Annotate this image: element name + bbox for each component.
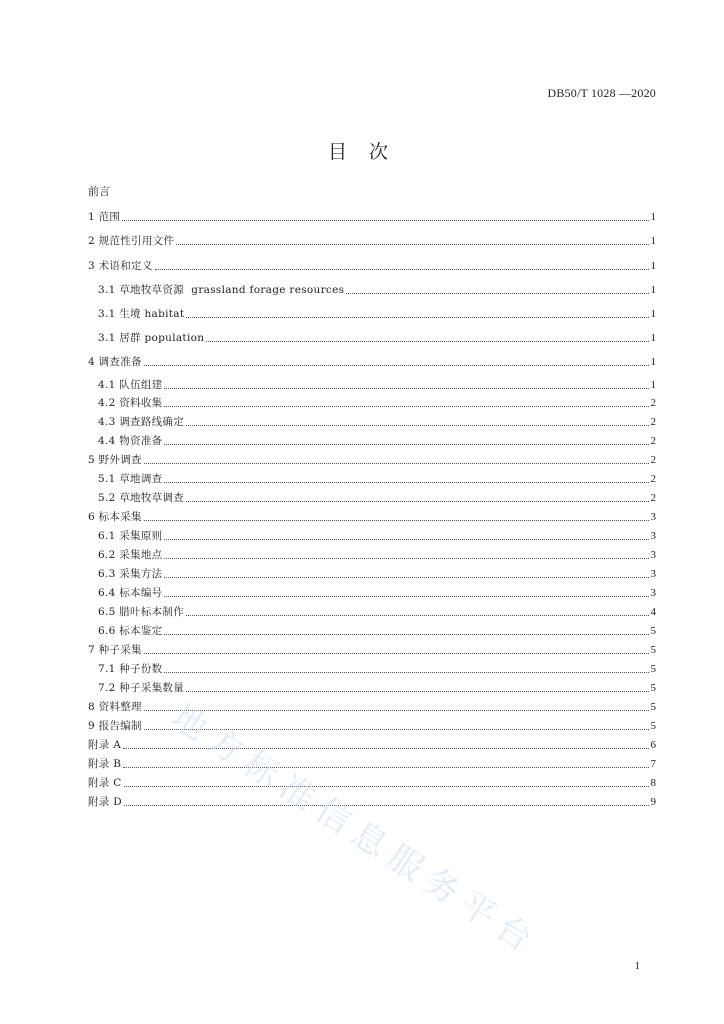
toc-entry[interactable] <box>88 624 656 638</box>
toc-leader-dots <box>144 519 649 521</box>
toc-entry-page: 4 <box>650 606 656 618</box>
toc-entry[interactable] <box>88 643 656 657</box>
toc-entry-page: 9 <box>650 796 656 808</box>
toc-entry[interactable] <box>88 548 656 562</box>
toc-entry-page: 7 <box>650 758 656 770</box>
toc-leader-dots <box>346 292 648 294</box>
toc-leader-dots <box>164 557 648 559</box>
toc-entry-page: 1 <box>650 379 656 391</box>
toc-entry[interactable] <box>88 378 656 392</box>
toc-leader-dots <box>164 671 648 673</box>
toc-entry[interactable] <box>88 586 656 600</box>
toc-entry-label: 4 调查准备 <box>88 356 142 368</box>
toc-entry[interactable] <box>88 453 656 467</box>
toc-leader-dots <box>124 804 649 806</box>
toc-entry-page: 5 <box>650 720 656 732</box>
toc-entry-label: 3.1 生境 habitat <box>98 308 185 320</box>
standard-code: DB50/T 1028 —2020 <box>547 86 656 100</box>
toc-entry-page: 5 <box>650 663 656 675</box>
toc-entry-label: 6.1 采集原则 <box>98 530 163 542</box>
toc-entry-label: 3.1 草地牧草资源 grassland forage resources <box>98 284 345 296</box>
toc-entry-label: 7 种子采集 <box>88 644 142 656</box>
toc-entry-label: 1 范围 <box>88 211 121 223</box>
toc-entry-page: 1 <box>650 260 656 272</box>
toc-entry[interactable] <box>88 757 656 771</box>
toc-entry[interactable] <box>88 776 656 790</box>
toc-entry-label: 6.3 采集方法 <box>98 568 163 580</box>
toc-leader-dots <box>206 340 648 342</box>
toc-entry-label: 5 野外调查 <box>88 454 142 466</box>
toc-leader-dots <box>186 316 648 318</box>
toc-leader-dots <box>164 595 648 597</box>
toc-entry-page: 3 <box>650 530 656 542</box>
toc-leader-dots <box>164 538 648 540</box>
toc-leader-dots <box>144 462 649 464</box>
toc-entry-label: 6 标本采集 <box>88 511 142 523</box>
toc-entry-label: 5.2 草地牧草调查 <box>98 492 185 504</box>
toc-entry-page: 5 <box>650 644 656 656</box>
toc-entry-label: 6.2 采集地点 <box>98 549 163 561</box>
toc-entry-page: 2 <box>650 492 656 504</box>
toc-leader-dots <box>186 690 648 692</box>
toc-entry-page: 3 <box>650 549 656 561</box>
toc-entry[interactable] <box>88 491 656 505</box>
toc-leader-dots <box>123 766 648 768</box>
toc-entry[interactable] <box>88 355 656 369</box>
toc-entry[interactable] <box>88 681 656 695</box>
toc-entry-label: 附录 B <box>88 758 122 770</box>
toc-foreword[interactable]: 前言 <box>88 185 110 198</box>
toc-entry-label: 2 规范性引用文件 <box>88 235 175 247</box>
toc-leader-dots <box>144 652 649 654</box>
toc-entry-label: 6.6 标本鉴定 <box>98 625 163 637</box>
toc-entry-page: 1 <box>650 356 656 368</box>
toc-entry-page: 1 <box>650 211 656 223</box>
toc-entry[interactable] <box>88 331 656 345</box>
toc-leader-dots <box>122 219 648 221</box>
toc-entry[interactable] <box>88 210 656 224</box>
toc-entry[interactable] <box>88 662 656 676</box>
watermark: 地方标准信息服务平台 <box>163 696 547 965</box>
toc-entry-page: 5 <box>650 701 656 713</box>
toc-entry-label: 附录 A <box>88 739 122 751</box>
toc-entry[interactable] <box>88 567 656 581</box>
toc-entry-page: 2 <box>650 416 656 428</box>
toc-entry[interactable] <box>88 396 656 410</box>
page-number: 1 <box>634 960 640 972</box>
toc-entry-label: 5.1 草地调查 <box>98 473 163 485</box>
toc-entry-label: 附录 D <box>88 796 122 808</box>
toc-entry-page: 3 <box>650 568 656 580</box>
toc-entry-page: 5 <box>650 682 656 694</box>
toc-entry[interactable] <box>88 700 656 714</box>
toc-entry-page: 1 <box>650 332 656 344</box>
toc-leader-dots <box>164 443 648 445</box>
toc-entry-page: 2 <box>650 454 656 466</box>
toc-entry[interactable] <box>88 415 656 429</box>
toc-leader-dots <box>186 614 648 616</box>
toc-leader-dots <box>164 576 648 578</box>
toc-entry-label: 7.2 种子采集数量 <box>98 682 185 694</box>
toc-entry[interactable] <box>88 434 656 448</box>
toc-leader-dots <box>186 500 648 502</box>
toc-entry[interactable] <box>88 234 656 248</box>
toc-entry-label: 9 报告编制 <box>88 720 142 732</box>
toc-leader-dots <box>144 364 649 366</box>
toc-entry-label: 3 术语和定义 <box>88 260 153 272</box>
toc-entry[interactable] <box>88 472 656 486</box>
toc-entry[interactable] <box>88 259 656 273</box>
toc-entry-label: 7.1 种子份数 <box>98 663 163 675</box>
toc-entry-label: 8 资料整理 <box>88 701 142 713</box>
toc-entry-page: 5 <box>650 625 656 637</box>
toc-entry-label: 4.4 物资准备 <box>98 435 163 447</box>
toc-entry-page: 1 <box>650 235 656 247</box>
toc-entry-page: 3 <box>650 511 656 523</box>
toc-entry-label: 3.1 居群 population <box>98 332 205 344</box>
toc-entry[interactable] <box>88 738 656 752</box>
toc-entry[interactable] <box>88 510 656 524</box>
toc-entry[interactable] <box>88 283 656 297</box>
toc-entry-page: 1 <box>650 308 656 320</box>
toc-entry[interactable] <box>88 605 656 619</box>
toc-leader-dots <box>164 387 648 389</box>
toc-entry[interactable] <box>88 529 656 543</box>
toc-leader-dots <box>164 405 648 407</box>
toc-entry[interactable] <box>88 795 656 809</box>
toc-leader-dots <box>186 424 648 426</box>
toc-entry-page: 2 <box>650 397 656 409</box>
toc-leader-dots <box>164 633 648 635</box>
toc-leader-dots <box>155 268 649 270</box>
toc-entry-page: 2 <box>650 435 656 447</box>
toc-leader-dots <box>124 785 649 787</box>
toc-entry-page: 6 <box>650 739 656 751</box>
toc-entry-page: 3 <box>650 587 656 599</box>
toc-entry-label: 4.2 资料收集 <box>98 397 163 409</box>
toc-entry-label: 6.5 腊叶标本制作 <box>98 606 185 618</box>
toc-entry-page: 2 <box>650 473 656 485</box>
toc-entry[interactable] <box>88 307 656 321</box>
toc-leader-dots <box>164 481 648 483</box>
toc-entry-label: 6.4 标本编号 <box>98 587 163 599</box>
toc-leader-dots <box>176 243 648 245</box>
toc-entry-page: 1 <box>650 284 656 296</box>
page-title: 目 次 <box>327 141 397 163</box>
toc-entry-label: 4.3 调查路线确定 <box>98 416 185 428</box>
toc-entry-label: 附录 C <box>88 777 122 789</box>
toc-entry-page: 8 <box>650 777 656 789</box>
toc-entry-label: 4.1 队伍组建 <box>98 379 163 391</box>
